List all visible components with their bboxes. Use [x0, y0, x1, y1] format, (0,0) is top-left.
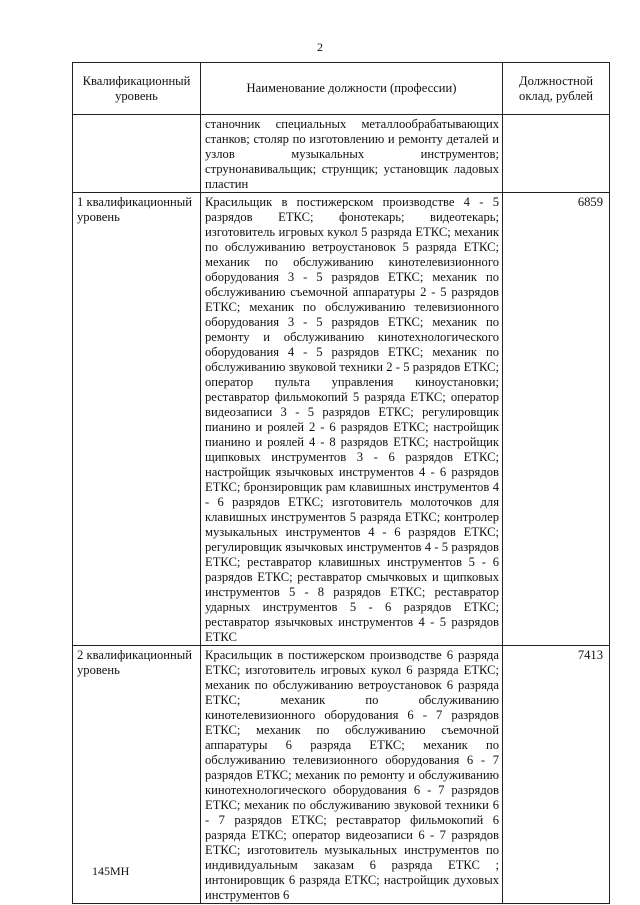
table-row	[73, 193, 610, 646]
row-position: станочник специальных металлообрабатывающих станков; столяр по изготовлению и ремонту деталей и узлов музыкальных инструментов; струнонавивальщик; струнщик; установщик ладовых пластин	[201, 115, 503, 193]
row-level: 2 квалификационный уровень	[73, 646, 201, 904]
row-salary: 7413	[503, 646, 610, 904]
page-number: 2	[317, 40, 323, 54]
header-position: Наименование должности (профессии)	[201, 63, 503, 115]
row-position: Красильщик в постижерском производстве 4 - 5 разрядов ЕТКС; фонотекарь; видеотекарь; изготовитель игровых кукол 5 разряда ЕТКС; механик по обслуживанию ветроустановок 5 разряда ЕТКС; механик по обслуживанию кинотелевизионного оборудования 3 - 5 разрядов ЕТКС; механик по обслуживанию съемочной аппаратуры 2 - 5 разрядов ЕТКС; механик по обслуживанию телевизионного оборудования 3 - 5 разрядов ЕТКС; механик по ремонту и обслуживанию кинотехнологического оборудования 4 - 5 разрядов ЕТКС; механик по обслуживанию звуковой техники 2 - 5 разрядов ЕТКС; оператор пульта управления киноустановки; реставратор фильмокопий 5 разряда ЕТКС; оператор видеозаписи 3 - 5 разрядов ЕТКС; регулировщик пианино и роялей 2 - 6 разрядов ЕТКС; настройщик пианино и роялей 4 - 8 разрядов ЕТКС; настройщик щипковых инструментов 3 - 6 разрядов ЕТКС; настройщик язычковых инструментов 4 - 6 разрядов ЕТКС; бронзировщик рам клавишных инструментов 4 - 6 разрядов ЕТКС; изготовитель молоточков для клавишных инструментов 5 разряда ЕТКС; контролер музыкальных инструментов 4 - 6 разрядов ЕТКС; регулировщик язычковых инструментов 4 - 5 разрядов ЕТКС; реставратор клавишных инструментов 5 - 6 разрядов ЕТКС; реставратор смычковых и щипковых инструментов 5 - 8 разрядов ЕТКС; реставратор ударных инструментов 5 - 6 разрядов ЕТКС; реставратор язычковых инструментов 4 - 5 разрядов ЕТКС	[201, 193, 503, 646]
header-level: Квалификационный уровень	[73, 63, 201, 115]
row-level: 1 квалификационный уровень	[73, 193, 201, 646]
table-header-row	[73, 63, 610, 115]
salary-table	[72, 62, 610, 904]
table-row	[73, 646, 610, 904]
table-row	[73, 115, 610, 193]
header-salary: Должностной оклад, рублей	[503, 63, 610, 115]
row-salary: 6859	[503, 193, 610, 646]
row-level	[73, 115, 201, 193]
document-code: 145МН	[92, 864, 130, 878]
row-position: Красильщик в постижерском производстве 6 разряда ЕТКС; изготовитель игровых кукол 6 разряда ЕТКС; механик по обслуживанию ветроустановок 6 разряда ЕТКС; механик по обслуживанию кинотелевизионного оборудования 6 - 7 разрядов ЕТКС; механик по обслуживанию съемочной аппаратуры 6 разряда ЕТКС; механик по обслуживанию телевизионного оборудования 6 - 7 разрядов ЕТКС; механик по ремонту и обслуживанию кинотехнологического оборудования 6 - 7 разрядов ЕТКС; механик по обслуживанию звуковой техники 6 - 7 разрядов ЕТКС; реставратор фильмокопий 6 разряда ЕТКС; оператор видеозаписи 6 - 7 разрядов ЕТКС; изготовитель музыкальных инструментов по индивидуальным заказам 6 разряда ЕТКС ; интонировщик 6 разряда ЕТКС; настройщик духовых инструментов 6	[201, 646, 503, 904]
row-salary	[503, 115, 610, 193]
